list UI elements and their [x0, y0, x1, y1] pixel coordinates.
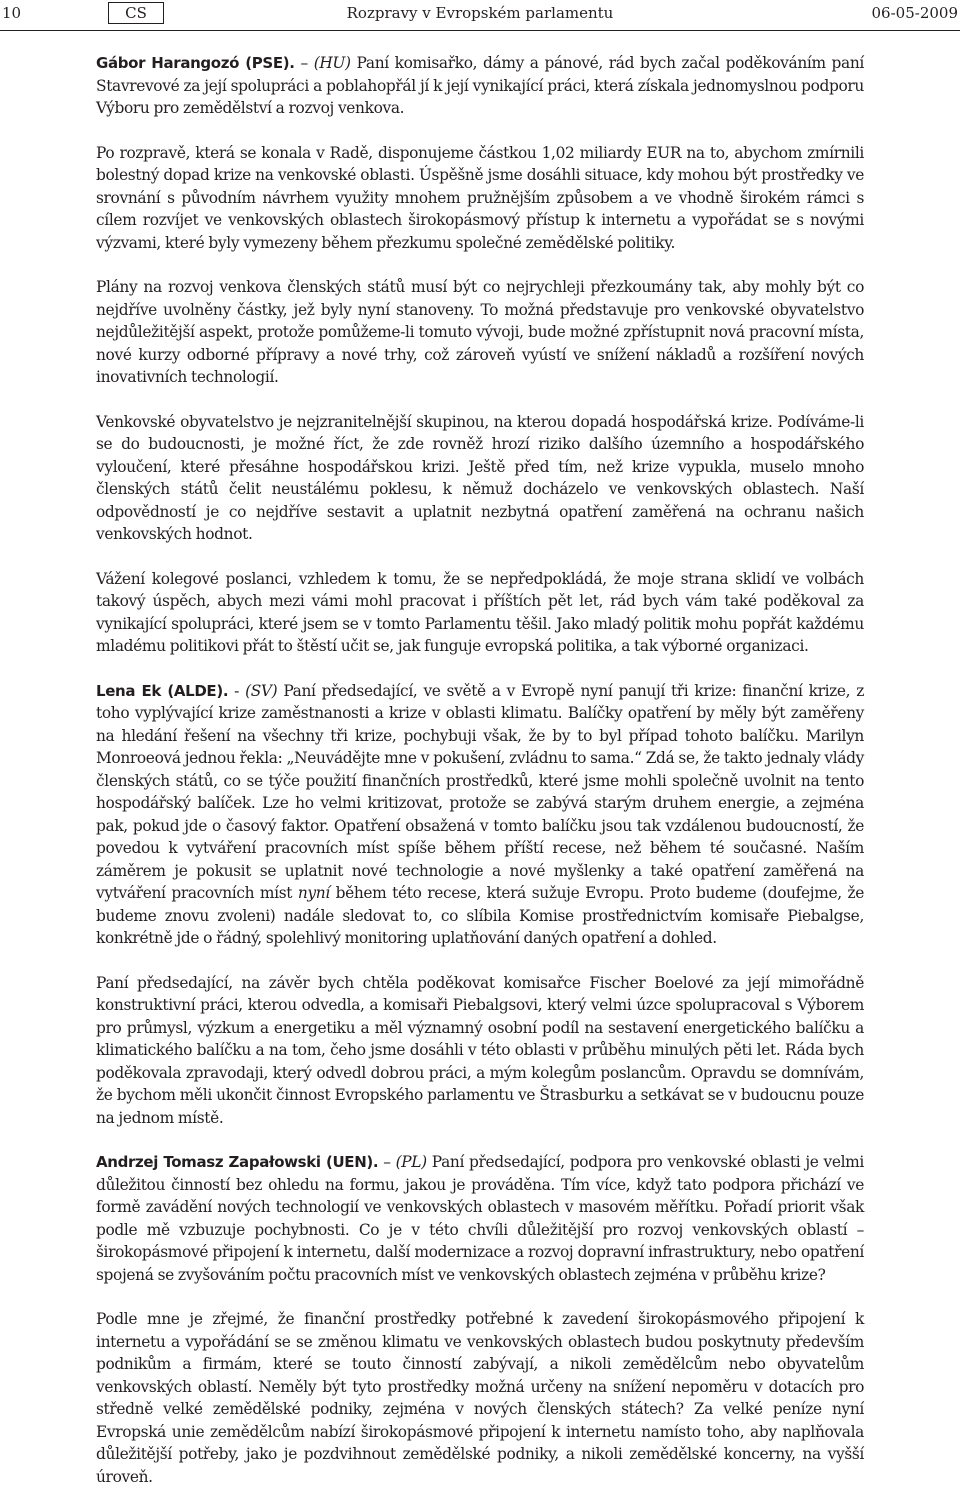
speaker-name: Gábor Harangozó (PSE).	[96, 54, 295, 72]
header-rule	[0, 30, 960, 31]
paragraph-text-continued: během této recese, která sužuje Evropu. Proto budeme (doufejme, že budeme znovu zvoleni) nadále sledovat to, co slíbila Komise prostřednictvím komisaře Piebalgse, konkrétně jde o řádný, spolehlivý monitoring uplatňování daných opatření a dohled.	[96, 884, 864, 947]
page-number: 10	[2, 4, 22, 22]
speaker-name: Lena Ek (ALDE).	[96, 681, 229, 700]
language-tag: (SV)	[245, 681, 278, 700]
paragraph-harangozo-5: Vážení kolegové poslanci, vzhledem k tomu, že se nepředpokládá, že moje strana sklidí ve volbách takový úspěch, abych mezi vámi mohl pracovat i příštích pět let, rád bych vám také poděkoval za vynikající spolupráci, které jsem se v tomto Parlamentu těšil. Jako mladý politik mohu popřát každému mladému politikovi přát to štěstí učit se, jak funguje evropská politika, a tak výborné organizaci.	[96, 569, 864, 655]
running-title: Rozpravy v Evropském parlamentu	[346, 4, 614, 22]
paragraph-text: Paní komisařko, dámy a pánové, rád bych začal poděkováním paní Stavrevové za její spolupráci a poblahopřál jí k její vynikající práci, která získala jednomyslnou podporu Výboru pro zemědělství a rozvoj venkova.	[96, 54, 865, 117]
speaker-name: Andrzej Tomasz Zapałowski (UEN).	[96, 1153, 379, 1171]
paragraph-ek-1	[96, 680, 864, 950]
document-date: 06-05-2009	[871, 4, 958, 22]
paragraph-zapalowski-2: Podle mne je zřejmé, že finanční prostředky potřebné k zavedení širokopásmového připojení k internetu a vypořádání se se změnou klimatu ve venkovských oblastech budou poskytnuty především podnikům a firmám, které se touto činností zabývají, a nikoli zemědělcům nebo obyvatelům venkovských oblastí. Neměly být tyto prostředky možná určeny na snížení nepoměru v dotacích pro středně velké zemědělské podniky, zejména v nových členských státech? Za velké peníze nyní Evropská unie zemědělcům nabízí širokopásmové připojení k internetu namísto toho, aby naplňovala důležitější potřeby, jako je pozdvihnout zemědělské podniky, a nikoli zemědělské koncerny, na vyšší úroveň.	[96, 1310, 864, 1486]
paragraph-zapalowski-1	[96, 1151, 864, 1286]
paragraph-harangozo-3: Plány na rozvoj venkova členských států musí být co nejrychleji přezkoumány tak, aby mohly být co nejdříve uvolněny částky, jež byly nyní stanoveny. To možná představuje pro venkovské obyvatelstvo nejdůležitější aspekt, protože pomůžeme-li tomuto vývoji, bude možné zpřístupnit nová pracovní místa, nové kurzy odborné přípravy a nové trhy, což zároveň vyústí ve snížení nákladů a rozšíření nových inovativních technologií.	[96, 278, 864, 386]
speaker-dash: –	[378, 1153, 396, 1171]
paragraph-harangozo-1	[96, 52, 864, 120]
language-tag: (HU)	[313, 54, 351, 72]
paragraph-harangozo-4: Venkovské obyvatelstvo je nejzranitelnější skupinou, na kterou dopadá hospodářská krize. Podíváme-li se do budoucnosti, je možné říct, že zde rovněž hrozí riziko dalšího územního a hospodářského vyloučení, které přesáhne hospodářskou krizi. Ještě před tím, než krize vypukla, muselo mnoho členských států čelit neustálému poklesu, k němuž docházelo ve venkovských oblastech. Naší odpovědností je co nejdříve sestavit a uplatnit nezbytná opatření zaměřená na ochranu našich venkovských hodnot.	[96, 412, 864, 543]
paragraph-harangozo-2: Po rozpravě, která se konala v Radě, disponujeme částkou 1,02 miliardy EUR na to, abychom zmírnili bolestný dopad krize na venkovské oblasti. Úspěšně jsme dosáhli situace, kdy mohou být prostředky ve srovnání s původním návrhem využity mnohem pružnějším způsobem a ve vhodně širokém rámci s cílem rozvíjet ve venkovských oblastech širokopásmový přístup k internetu a vypořádat se s novými výzvami, které byly vymezeny během přezkumu společné zemědělské politiky.	[96, 143, 864, 252]
language-tag: (PL)	[395, 1153, 427, 1171]
page-header	[0, 0, 960, 26]
paragraph-ek-2: Paní předsedající, na závěr bych chtěla poděkovat komisařce Fischer Boelové za její mimořádně konstruktivní práci, kterou odvedla, a komisaři Piebalgsovi, který velmi úzce spolupracoval s Výborem pro průmysl, výzkum a energetiku a měl významný osobní podíl na sestavení energetického balíčku a klimatického balíčku a na tom, čeho jsme dosáhli v této oblasti v průběhu minulých pěti let. Ráda bych poděkovala zpravodaji, který odvedl dobrou práci, a mým kolegům poslancům. Opravdu se domnívám, že bychom měli ukončit činnost Evropského parlamentu ve Štrasburku a setkávat se v budoucnu pouze na jednom místě.	[96, 973, 864, 1127]
paragraph-text: Paní předsedající, ve světě a v Evropě nyní panují tři krize: finanční krize, z toho vyplývající krize zaměstnanosti a krize v oblasti klimatu. Balíčky opatření by měly být zaměřeny na hledání řešení na všechny tři krize, pochybuji však, že by to byl případ tohoto balíčku. Marilyn Monroeová jednou řekla: „Neuvádějte mne v pokušení, zvládnu to sama.“ Zdá se, že takto jednaly vlády členských států, co se týče použití finančních prostředků, které jsme mohli společně uvolnit na tento hospodářský balíček. Lze ho velmi kritizovat, protože se zabývá starým druhem energie, a zejména pak, pokud jde o časový faktor. Opatření obsažená v tomto balíčku jsou tak vzdálenou budoucností, že povedou k vytváření pracovních míst spíše během příští recese, než během té současné. Naším záměrem je pokusit se uplatnit nové technologie a nové myšlenky a také opatření zaměřená na vytváření pracovních míst	[96, 681, 864, 902]
paragraph-text: Paní předsedající, podpora pro venkovské oblasti je velmi důležitou činností bez ohledu na formu, jakou je prováděna. Tím více, když tato podpora přichází ve formě zavádění nových technologií ve venkovských oblastech v masovém měřítku. Pořadí priorit však podle mě vzbuzuje pochybnosti. Co je v této chvíli důležitější pro rozvoj venkovských oblastí – širokopásmové připojení k internetu, další modernizace a rozvoj dopravní infrastruktury, nebo opatření spojená se zvyšováním počtu pracovních míst ve venkovských oblastech zejména v průběhu krize?	[96, 1153, 864, 1284]
emphasized-word: nyní	[297, 884, 330, 902]
speaker-dash: –	[294, 54, 314, 72]
speaker-dash: -	[228, 681, 246, 700]
document-body	[96, 52, 864, 1510]
language-code-box: CS	[108, 2, 164, 24]
